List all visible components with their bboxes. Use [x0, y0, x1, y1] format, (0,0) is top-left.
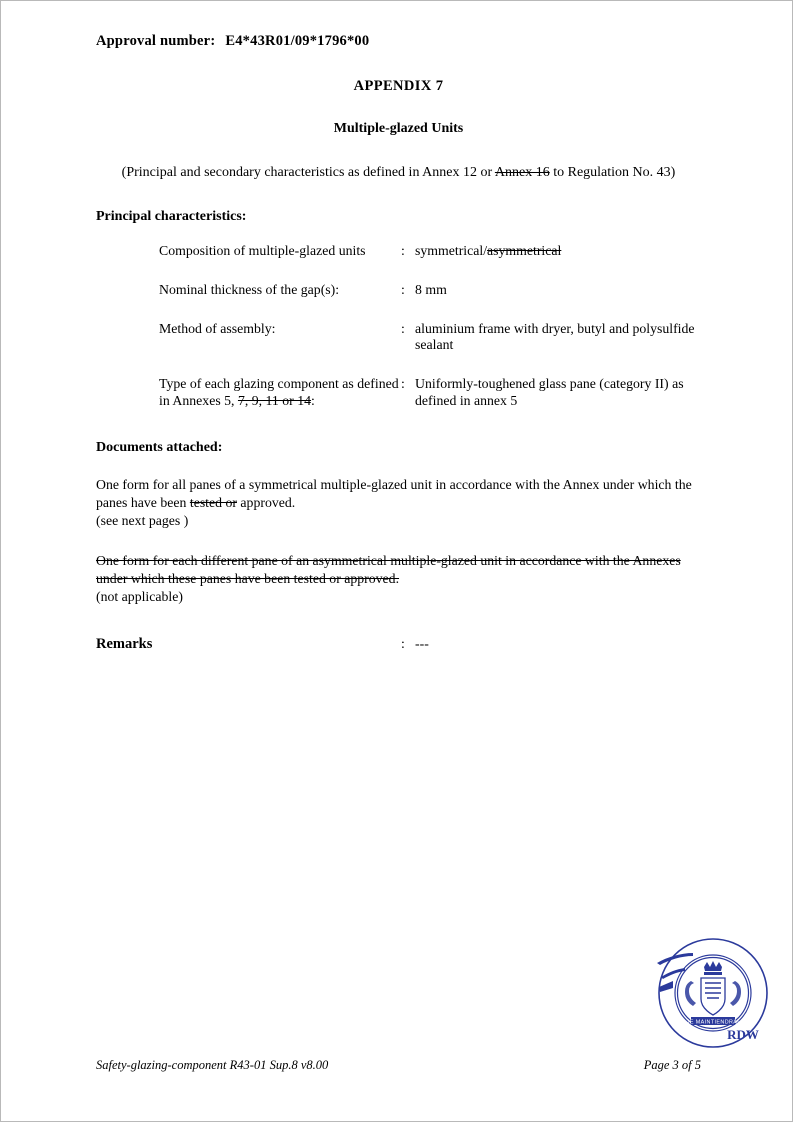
paragraph-1-note: (see next pages )	[96, 512, 189, 528]
characteristics-note-part-a: (Principal and secondary characteristics as defined in Annex 12 or	[121, 165, 495, 180]
footer-page-number: Page 3 of 5	[643, 1058, 701, 1072]
table-row	[159, 282, 699, 321]
spec-label-method-of-assembly: Method of assembly:	[159, 320, 276, 336]
spec-value-plain: symmetrical/	[415, 243, 488, 258]
remarks-label: Remarks	[96, 635, 153, 652]
documents-paragraph-2	[96, 552, 701, 606]
spec-value-method-of-assembly: aluminium frame with dryer, butyl and polysulfide sealant	[415, 320, 695, 353]
spec-label-part-a: Type of each glazing component as defined in Annexes 5,	[159, 376, 399, 409]
documents-attached-heading: Documents attached:	[96, 439, 223, 455]
document-content	[96, 33, 701, 653]
characteristics-note-part-b: to Regulation No. 43)	[549, 165, 676, 180]
appendix-title: APPENDIX 7	[353, 78, 444, 94]
remarks-colon: :	[401, 635, 405, 651]
remarks-row	[96, 636, 701, 653]
table-row	[159, 243, 699, 282]
table-row	[159, 376, 699, 432]
principal-characteristics-heading: Principal characteristics:	[96, 209, 247, 224]
page-footer	[96, 1058, 701, 1073]
characteristics-note-struck: Annex 16	[494, 165, 550, 180]
rdw-seal-stamp	[651, 931, 776, 1056]
paragraph-2-struck: One form for each different pane of an asymmetrical multiple-glazed unit in accordance with the Annexes under which these panes have been tested or approved.	[96, 552, 681, 586]
spec-label-part-b: :	[311, 393, 315, 409]
paragraph-2-note: (not applicable)	[96, 588, 183, 604]
spec-value-struck: asymmetrical	[487, 243, 562, 258]
paragraph-1-part-a: One form for all panes of a symmetrical multiple-glazed unit in accordance with the Annex under which the panes have been	[96, 476, 692, 510]
spec-colon: :	[401, 243, 405, 258]
svg-text:JE MAINTIENDRAI: JE MAINTIENDRAI	[686, 1019, 740, 1026]
spec-label-glazing-component	[159, 376, 401, 432]
approval-number: E4*43R01/09*1796*00	[225, 33, 370, 49]
specifications-table	[159, 243, 699, 432]
approval-label: Approval number:	[96, 33, 216, 49]
documents-paragraph-1	[96, 476, 701, 530]
spec-label-gap-thickness: Nominal thickness of the gap(s):	[159, 281, 340, 297]
spec-colon: :	[401, 320, 405, 336]
spec-label-struck: 7, 9, 11 or 14	[237, 393, 312, 409]
remarks-value: ---	[415, 635, 429, 651]
spec-value-composition	[415, 243, 699, 282]
spec-colon: :	[401, 376, 405, 392]
spec-colon: :	[401, 281, 405, 297]
characteristics-note	[96, 165, 701, 181]
spec-label-composition: Composition of multiple-glazed units	[159, 243, 366, 258]
paragraph-1-part-b: approved.	[236, 494, 296, 510]
footer-document-reference: Safety-glazing-component R43-01 Sup.8 v8.00	[96, 1058, 329, 1072]
spec-value-glazing-component: Uniformly-toughened glass pane (category II) as defined in annex 5	[415, 376, 684, 409]
spec-value-gap-thickness: 8 mm	[415, 281, 447, 297]
table-row	[159, 321, 699, 377]
svg-text:RDW: RDW	[727, 1027, 759, 1042]
approval-line	[96, 33, 701, 50]
document-subtitle: Multiple-glazed Units	[333, 121, 464, 136]
paragraph-1-struck: tested or	[189, 494, 237, 510]
